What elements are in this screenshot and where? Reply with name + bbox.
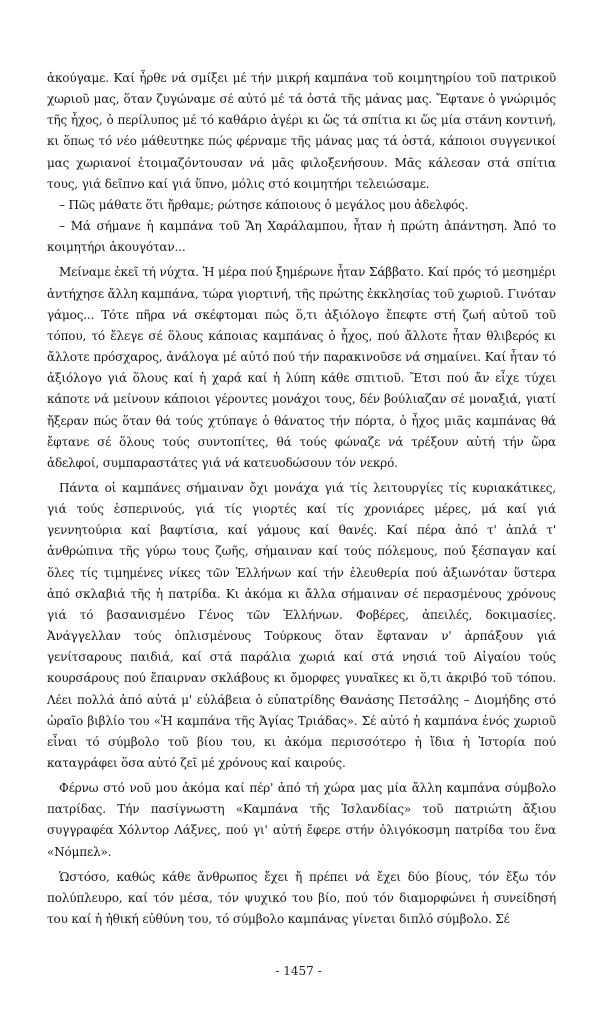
paragraph: Πάντα οἱ καμπάνες σήμαιναν ὄχι μονάχα γιά τίς λειτουργίες τίς κυριακάτικες, γιά τούς ἑσπερινούς, γιά τίς γιορτές καί τίς χρονιάρες μέρες, μά καί γιά γεννητούρια καί βαφτίσια, καί γάμους καί θανές. Καί πέρα ἀπό τ' ἁπλά τ' ἀνθρώπινα τῆς γύρω τους ζωῆς, σήμαιναν καί τούς πόλεμους, πού ξέσπαγαν καί ὅλες τίς τιμημένες νίκες τῶν Ἑλλήνων καί τήν ἐλευθερία πού ἀξιωνόταν ὕστερα ἀπό σκλαβιά τῆς ἡ πατρίδα. Κι ἀκόμα κι ἄλλα σήμαιναν σέ περασμένους χρόνους γιά τό βασανισμένο Γένος τῶν Ἑλλήνων. Φοβέρες, ἀπειλές, δοκιμασίες. Ἀνάγγελλαν τούς ὁπλισμένους Τούρκους ὅταν ἔφταναν ν' ἁρπάξουν γιά γενίτσαρους παιδιά, καί στά παράλια χωριά καί στά νησιά τοῦ Αἰγαίου τούς κουρσάρους πού ἔπαιρναν σκλάβους κι ὄμορφες γυναῖκες κι ὅ,τι ἀκριβό τοῦ τόπου. Λέει πολλά ἀπό αὐτά μ' εὐλάβεια ὁ εὐπατρίδης Θανάσης Πετσάλης – Διομήδης στό ὡραῖο βιβλίο του «Ἡ καμπάνα τῆς Ἁγίας Τριάδας». Σέ αὐτό ἡ καμπάνα ἑνός χωριοῦ εἶναι τό σύμβολο τοῦ βίου του, κι ἀκόμα περισσότερο ἡ ἴδια ἡ Ἱστορία πού καταγράφει ὅσα αὐτό ζεῖ μέ χρόνους καί καιρούς. (47, 480, 556, 770)
paragraph: ἀκούγαμε. Καί ἦρθε νά σμίξει μέ τήν μικρή καμπάνα τοῦ κοιμητηρίου τοῦ πατρικοῦ χωριοῦ μας, ὅταν ζυγώναμε σέ αὐτό μέ τά ὀστά τῆς μάνας μας. Ἔφτανε ὁ γνώριμός τῆς ἦχος, ὁ περίλυπος μέ τό καθάριο ἀγέρι κι ὥς τά σπίτια κι ὥς μία στάνη κοντινή, κι ὅπως τό νέο μάθευτηκε πώς φέρναμε τῆς μάνας μας τά ὀστά, κάποιοι συγγενικοί μας χωριανοί ἑτοιμαζόντουσαν νά μᾶς φιλοξενήσουν. Μᾶς κάλεσαν στά σπίτια τους, γιά δεῖπνο καί γιά ὕπνο, μόλις στό κοιμητήρι τελειώσαμε. (47, 71, 556, 191)
dialogue-line: – Μά σήμανε ἡ καμπάνα τοῦ Ἅη Χαράλαμπου, ἦταν ἡ πρώτη ἀπάντηση. Ἀπό το κοιμητήρι ἀκουγόταν... (47, 219, 556, 255)
paragraph: Μείναμε ἐκεῖ τή νύχτα. Ἡ μέρα πού ξημέρωνε ἦταν Σάββατο. Καί πρός τό μεσημέρι ἀντήχησε ἄλλη καμπάνα, τώρα γιορτινή, τῆς πρώτης ἐκκλησίας τοῦ χωριοῦ. Γινόταν γάμος... Τότε πῆρα νά σκέφτομαι πώς ὅ,τι ἀξιόλογο ἔπεφτε στή ζωή αὐτοῦ τοῦ τόπου, τό ἔλεγε σέ ὅλους κάποιας καμπάνας ὁ ἦχος, πού ἄλλοτε ἦταν θλιβερός κι ἄλλοτε πρόσχαρος, ἀνάλογα μέ αὐτό πού τήν παρακινοῦσε νά σημαίνει. Καί ἦταν τό ἀξιόλογο γιά ὅλους καί ἡ χαρά καί ἡ λύπη κάθε σπιτιοῦ. Ἔτσι πού ἄν εἶχε τύχει κάποτε νά μείνουν κάποιοι γέροντες μονάχοι τους, δέν βούλιαζαν σέ μοναξιά, γιατί ἤξεραν πώς ὅταν θά τούς χτύπαγε ὁ θάνατος τήν πόρτα, ὁ ἦχος μιᾶς καμπάνας θά ἔφτανε σέ ὅλους τούς συντοπίτες, θά τούς φώναζε νά τρέξουν αὐτή τήν ὥρα ἀδελφοί, συμπαραστάτες γιά νά κατευοδώσουν τόν νεκρό. (47, 265, 556, 470)
paragraph: Ὡστόσο, καθώς κάθε ἄνθρωπος ἔχει ἤ πρέπει νά ἔχει δύο βίους, τόν ἔξω τόν πολύπλευρο, καί τόν μέσα, τόν ψυχικό του βίο, πού τόν διαμορφώνει ἡ συνείδησή του καί ἡ ἠθική εὐθύνη του, τό σύμβολο καμπάνας γίνεται διπλό σύμβολο. Σέ (47, 869, 556, 927)
page-body-text (47, 68, 556, 930)
dialogue-line: – Πῶς μάθατε ὅτι ἤρθαμε; ρώτησε κάποιους ὁ μεγάλος μου ἀδελφός. (59, 197, 469, 212)
page-number: - 1457 - (275, 964, 322, 978)
paragraph: Φέρνω στό νοῦ μου ἀκόμα καί πέρ' ἀπό τή χώρα μας μία ἄλλη καμπάνα σύμβολο πατρίδας. Τήν πασίγνωστη «Καμπάνα τῆς Ἰσλανδίας» τοῦ πατριώτη ἄξιου συγγραφέα Χόλντορ Λάξνες, πού γι' αὐτή ἔφερε στήν ὀλιγόκοσμη πατρίδα του ἕνα «Νόμπελ». (47, 781, 556, 859)
